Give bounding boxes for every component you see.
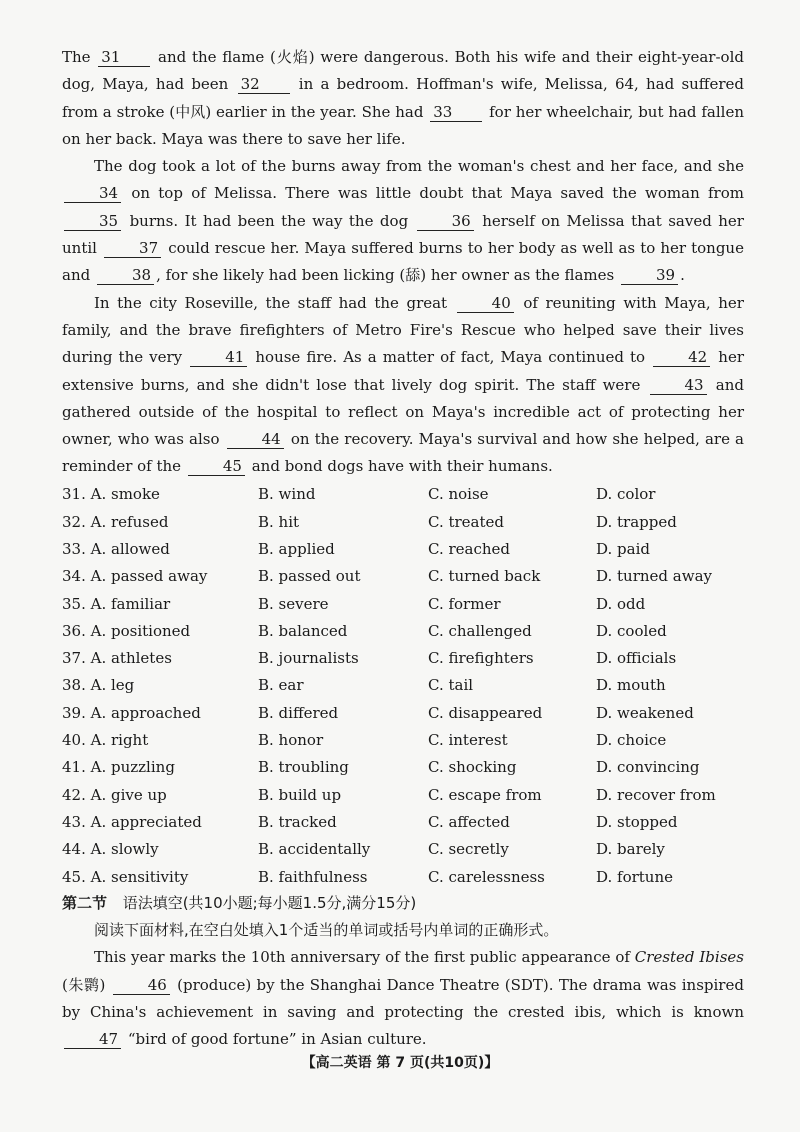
option-b: B. severe (258, 594, 329, 613)
option-a: 31. A. smoke (62, 485, 160, 504)
option-b: B. hit (258, 512, 300, 531)
option-row-45 (62, 863, 744, 890)
option-b: B. differed (258, 703, 339, 722)
text: house fire. As a matter of fact, Maya continued to (255, 348, 646, 367)
text: on the recovery. Maya's survival and how she helped, are a reminder of the (62, 430, 744, 476)
text: The dog took a lot of the burns away from the woman's chest and her face, and she (94, 157, 744, 176)
option-a: 32. A. refused (62, 512, 169, 531)
option-row-40 (62, 726, 744, 753)
option-a: 38. A. leg (62, 676, 135, 695)
blank-36: 36 (417, 212, 474, 231)
option-c: C. turned back (428, 567, 541, 586)
blank-45: 45 (188, 457, 245, 476)
option-row-37 (62, 645, 744, 672)
option-d: D. stopped (596, 812, 678, 831)
option-d: D. cooled (596, 621, 667, 640)
option-a: 37. A. athletes (62, 649, 172, 668)
option-row-34 (62, 563, 744, 590)
option-a: 45. A. sensitivity (62, 867, 189, 886)
option-a: 36. A. positioned (62, 621, 191, 640)
option-d: D. convincing (596, 758, 700, 777)
option-row-39 (62, 699, 744, 726)
option-row-33 (62, 535, 744, 562)
text: and gathered outside of the hospital to reflect on Maya's incredible act of protecting her owner, who was also (62, 375, 744, 449)
option-c: C. treated (428, 512, 505, 531)
option-row-42 (62, 781, 744, 808)
option-c: C. escape from (428, 785, 542, 804)
options-table (62, 481, 744, 890)
option-c: C. reached (428, 539, 511, 558)
section-subtitle: 语法填空(共10小题;每小题1.5分,满分15分) (122, 894, 417, 913)
option-a: 39. A. approached (62, 703, 201, 722)
option-a: 44. A. slowly (62, 840, 159, 859)
page-footer: 【高二英语 第 7 页(共10页)】 (301, 1055, 499, 1071)
option-b: B. passed out (258, 567, 361, 586)
option-b: B. tracked (258, 812, 337, 831)
option-b: B. honor (258, 731, 324, 750)
text: This year marks the 10th anniversary of the first public appearance of (94, 948, 630, 967)
section-2-heading (62, 890, 744, 916)
blank-43: 43 (650, 376, 707, 395)
option-d: D. fortune (596, 867, 674, 886)
text: “bird of good fortune” in Asian culture. (127, 1030, 427, 1049)
blank-31: 31 (98, 48, 150, 67)
option-b: B. wind (258, 485, 316, 504)
text: of reuniting with Maya, her family, and the brave firefighters of Metro Fire's Rescue who helped save their lives during the very (62, 293, 744, 367)
option-c: C. firefighters (428, 649, 534, 668)
blank-47: 47 (64, 1030, 121, 1049)
text: and bond dogs have with their humans. (251, 457, 553, 476)
text: her extensive burns, and she didn't lose that lively dog spirit. The staff were (62, 348, 745, 394)
blank-35: 35 (64, 212, 121, 231)
option-row-44 (62, 836, 744, 863)
option-b: B. troubling (258, 758, 349, 777)
option-c: C. interest (428, 731, 508, 750)
option-c: C. tail (428, 676, 474, 695)
option-d: D. mouth (596, 676, 666, 695)
blank-41: 41 (190, 348, 247, 367)
blank-34: 34 (64, 184, 121, 203)
text: , for she likely had been licking (舔) her owner as the flames (156, 266, 615, 285)
option-b: B. journalists (258, 649, 359, 668)
option-row-38 (62, 672, 744, 699)
option-b: B. build up (258, 785, 342, 804)
option-a: 40. A. right (62, 731, 149, 750)
text: (produce) by the Shanghai Dance Theatre (SDT). The drama was inspired by China's achievement in saving and protecting the crested ibis, which is known (62, 975, 744, 1021)
text: could rescue her. Maya suffered burns to her body as well as to her tongue and (62, 239, 744, 285)
blank-37: 37 (104, 239, 161, 258)
option-c: C. secretly (428, 840, 509, 859)
option-a: 43. A. appreciated (62, 812, 202, 831)
text: herself on Melissa that saved her until (62, 211, 744, 258)
text: (朱鹮) (62, 975, 106, 994)
drama-title: Crested Ibises (634, 948, 744, 967)
text: in a bedroom. Hoffman's wife, Melissa, 64, had suffered from a stroke (中风) earlier in the year. She had (62, 75, 744, 121)
option-d: D. odd (596, 594, 646, 613)
text: burns. It had been the way the dog (129, 211, 409, 230)
option-row-41 (62, 754, 744, 781)
option-b: B. balanced (258, 621, 348, 640)
option-b: B. applied (258, 539, 335, 558)
section-title: 第二节 (62, 894, 108, 913)
option-c: C. disappeared (428, 703, 543, 722)
option-b: B. ear (258, 676, 304, 695)
option-c: C. affected (428, 812, 510, 831)
option-row-36 (62, 617, 744, 644)
text: for her wheelchair, but had fallen on her back. Maya was there to save her life. (62, 102, 744, 148)
text: and the flame (火焰) were dangerous. Both his wife and their eight-year-old dog, Maya, had been (62, 48, 744, 94)
blank-38: 38 (97, 266, 154, 285)
blank-46: 46 (113, 976, 170, 995)
option-d: D. turned away (596, 567, 712, 586)
option-c: C. former (428, 594, 501, 613)
text: In the city Roseville, the staff had the great (94, 293, 448, 312)
option-b: B. faithfulness (258, 867, 368, 886)
option-a: 41. A. puzzling (62, 758, 175, 777)
passage-paragraph-2 (62, 153, 744, 289)
option-c: C. noise (428, 485, 489, 504)
option-d: D. color (596, 485, 656, 504)
option-row-35 (62, 590, 744, 617)
option-a: 33. A. allowed (62, 539, 170, 558)
option-row-31 (62, 481, 744, 508)
passage-paragraph-1 (62, 44, 744, 153)
text: . (680, 266, 685, 285)
grammar-passage (62, 944, 744, 1053)
option-c: C. shocking (428, 758, 517, 777)
option-d: D. officials (596, 649, 677, 668)
option-row-43 (62, 808, 744, 835)
option-d: D. paid (596, 539, 650, 558)
option-d: D. trapped (596, 512, 677, 531)
option-d: D. barely (596, 840, 665, 859)
blank-39: 39 (621, 266, 678, 285)
section-2-instruction: 阅读下面材料,在空白处填入1个适当的单词或括号内单词的正确形式。 (94, 921, 559, 940)
blank-44: 44 (227, 430, 284, 449)
option-a: 34. A. passed away (62, 567, 208, 586)
blank-40: 40 (457, 294, 514, 313)
option-b: B. accidentally (258, 840, 371, 859)
option-a: 42. A. give up (62, 785, 167, 804)
option-c: C. carelessness (428, 867, 545, 886)
exam-page (62, 44, 744, 1053)
blank-33: 33 (430, 103, 482, 122)
option-row-32 (62, 508, 744, 535)
option-d: D. recover from (596, 785, 716, 804)
option-d: D. weakened (596, 703, 694, 722)
option-d: D. choice (596, 731, 667, 750)
blank-42: 42 (653, 348, 710, 367)
passage-paragraph-3 (62, 290, 744, 481)
option-a: 35. A. familiar (62, 594, 171, 613)
text: The (62, 48, 91, 66)
blank-32: 32 (238, 75, 290, 94)
text: on top of Melissa. There was little doubt that Maya saved the woman from (131, 184, 744, 203)
option-c: C. challenged (428, 621, 532, 640)
